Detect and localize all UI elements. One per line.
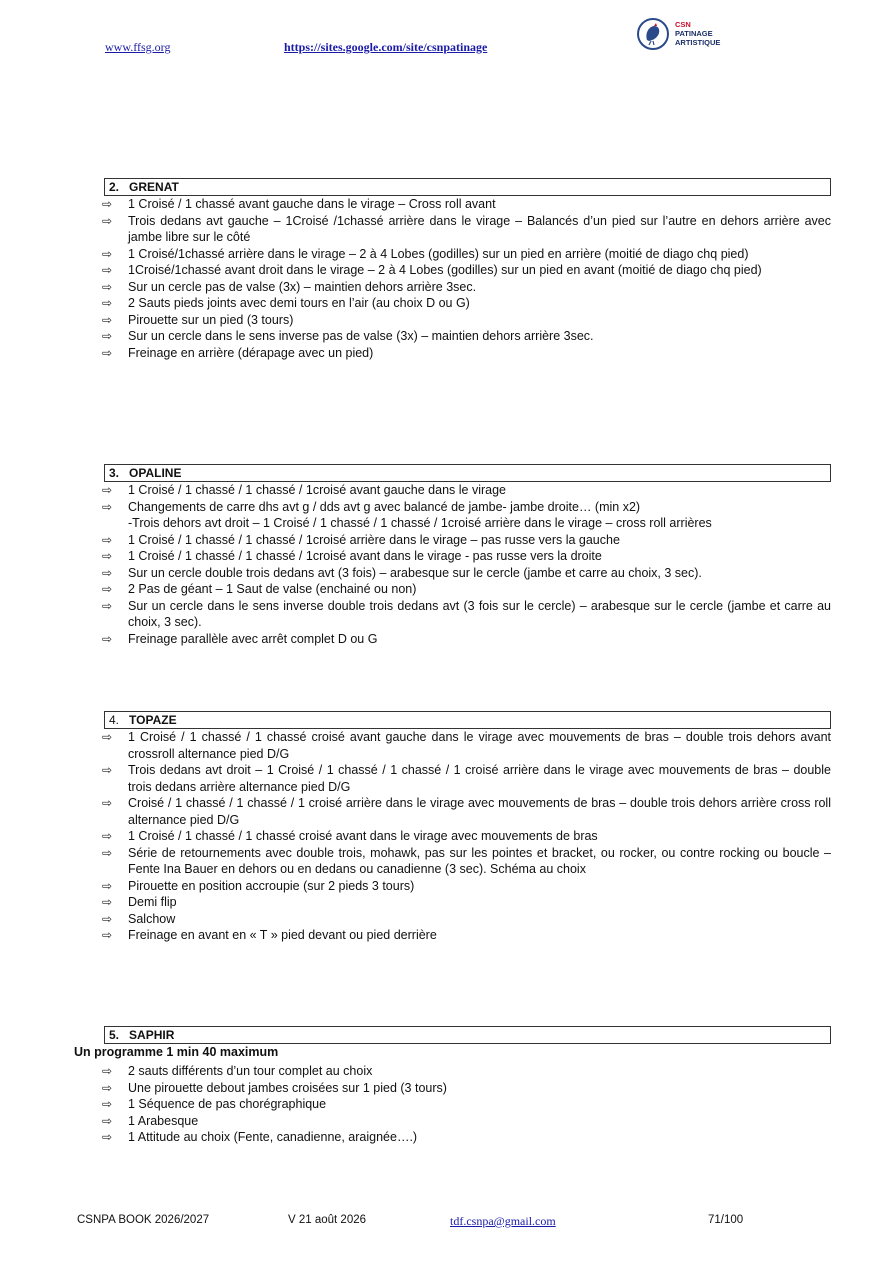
- item-text: 1 Croisé / 1 chassé avant gauche dans le virage – Cross roll avant: [128, 197, 496, 211]
- item-text: 1 Attitude au choix (Fente, canadienne, araignée….): [128, 1130, 418, 1144]
- item-text: -Trois dehors avt droit – 1 Croisé / 1 chassé / 1 chassé / 1croisé arrière dans le virage – cross roll arrières: [128, 516, 712, 530]
- arrow-bullet-icon: ⇨: [102, 1080, 113, 1095]
- item-text: Changements de carre dhs avt g / dds avt g avec balancé de jambe- jambe droite… (min x2): [128, 499, 641, 514]
- item-list: [104, 729, 831, 944]
- arrow-bullet-icon: ⇨: [102, 1097, 113, 1111]
- item-text: 1 Croisé / 1 chassé / 1 chassé croisé avant gauche dans le virage avec mouvements de bras – double trois dehors avant crossroll alternance pied D/G: [128, 730, 831, 761]
- list-item: [104, 878, 831, 895]
- arrow-bullet-icon: ⇨: [102, 796, 113, 810]
- item-text: Une pirouette debout jambes croisées sur 1 pied (3 tours): [128, 1080, 447, 1095]
- item-text: Pirouette sur un pied (3 tours): [128, 312, 294, 327]
- list-item: [104, 845, 831, 878]
- footer-version: V 21 août 2026: [288, 1214, 367, 1226]
- section-topaze: [104, 711, 831, 944]
- program-duration: Un programme 1 min 40 maximum: [74, 1045, 279, 1059]
- arrow-bullet-icon: ⇨: [102, 1113, 113, 1128]
- section-title: 5. SAPHIR: [104, 1026, 831, 1044]
- list-item: [104, 828, 831, 845]
- arrow-bullet-icon: ⇨: [102, 911, 113, 926]
- arrow-bullet-icon: ⇨: [102, 878, 113, 893]
- list-item: [104, 1113, 831, 1130]
- item-text: 1 Croisé / 1 chassé / 1 chassé / 1croisé avant gauche dans le virage: [128, 483, 506, 497]
- arrow-bullet-icon: ⇨: [102, 263, 113, 277]
- list-item: [104, 279, 831, 296]
- logo-line2: PATINAGE: [675, 29, 713, 38]
- list-item: [104, 532, 831, 549]
- item-text: 2 Sauts pieds joints avec demi tours en l’air (au choix D ou G): [128, 296, 470, 310]
- item-text: 1 Croisé / 1 chassé / 1 chassé / 1croisé avant dans le virage - pas russe vers la droite: [128, 549, 602, 563]
- arrow-bullet-icon: ⇨: [102, 197, 113, 211]
- list-item: [104, 631, 831, 648]
- logo-line3: ARTISTIQUE: [675, 38, 721, 47]
- item-text: Freinage parallèle avec arrêt complet D ou G: [128, 631, 378, 646]
- arrow-bullet-icon: ⇨: [102, 312, 113, 327]
- item-text: 2 sauts différents d’un tour complet au choix: [128, 1064, 373, 1078]
- list-item: [104, 196, 831, 213]
- list-item: [104, 795, 831, 828]
- list-item: [104, 1080, 831, 1097]
- arrow-bullet-icon: ⇨: [102, 928, 113, 942]
- item-text: Freinage en arrière (dérapage avec un pied): [128, 345, 374, 360]
- item-text: 1 Croisé / 1 chassé / 1 chassé / 1croisé arrière dans le virage – pas russe vers la gauche: [128, 532, 620, 547]
- arrow-bullet-icon: ⇨: [102, 730, 113, 744]
- csn-logo: [637, 18, 767, 54]
- list-item: [104, 927, 831, 944]
- item-list: [104, 482, 831, 647]
- list-item: [104, 499, 831, 516]
- arrow-bullet-icon: ⇨: [102, 345, 113, 360]
- footer-book: CSNPA BOOK 2026/2027: [77, 1214, 210, 1226]
- list-item: [104, 246, 831, 263]
- arrow-bullet-icon: ⇨: [102, 582, 113, 596]
- arrow-bullet-icon: ⇨: [102, 549, 113, 563]
- list-item: [104, 894, 831, 911]
- arrow-bullet-icon: ⇨: [102, 565, 113, 580]
- arrow-bullet-icon: ⇨: [102, 296, 113, 310]
- section-saphir: [104, 1026, 831, 1044]
- item-text: Sur un cercle dans le sens inverse pas de valse (3x) – maintien dehors arrière 3sec.: [128, 329, 594, 343]
- arrow-bullet-icon: ⇨: [102, 499, 113, 514]
- arrow-bullet-icon: ⇨: [102, 845, 113, 860]
- arrow-bullet-icon: ⇨: [102, 483, 113, 497]
- item-text: Freinage en avant en « T » pied devant ou pied derrière: [128, 928, 437, 942]
- csnpatinage-site-link[interactable]: https://sites.google.com/site/csnpatinage: [284, 40, 488, 54]
- arrow-bullet-icon: ⇨: [102, 895, 113, 909]
- item-text: Sur un cercle double trois dedans avt (3 fois) – arabesque sur le cercle (jambe et carre au choix, 3 sec).: [128, 565, 702, 580]
- item-text: Trois dedans avt droit – 1 Croisé / 1 chassé / 1 chassé / 1 croisé arrière dans le virage avec mouvements de bras – double trois dedans arrière alternance pied D/G: [128, 763, 831, 794]
- list-item: [104, 1129, 831, 1146]
- arrow-bullet-icon: ⇨: [102, 598, 113, 613]
- list-item: [104, 565, 831, 582]
- arrow-bullet-icon: ⇨: [102, 246, 113, 261]
- item-list: [104, 1063, 831, 1146]
- list-item: [104, 295, 831, 312]
- list-item: [104, 312, 831, 329]
- list-item: [104, 729, 831, 762]
- item-text: 2 Pas de géant – 1 Saut de valse (enchainé ou non): [128, 582, 417, 596]
- item-text: Demi flip: [128, 895, 177, 909]
- arrow-bullet-icon: ⇨: [102, 279, 113, 294]
- list-item: [104, 213, 831, 246]
- section-title: 3. OPALINE: [104, 464, 831, 482]
- item-text: Série de retournements avec double trois, mohawk, pas sur les pointes et bracket, ou rocker, ou contre rocking ou boucle – Fente Ina Bauer en dehors ou en dedans ou canadienne (3 sec). Schéma au choix: [128, 845, 831, 876]
- saphir-items: [104, 1063, 831, 1146]
- arrow-bullet-icon: ⇨: [102, 532, 113, 547]
- logo-line1: CSN: [675, 20, 691, 29]
- list-item: [104, 262, 831, 279]
- item-text: Pirouette en position accroupie (sur 2 pieds 3 tours): [128, 878, 415, 893]
- item-text: 1 Séquence de pas chorégraphique: [128, 1097, 327, 1111]
- list-item: [104, 328, 831, 345]
- footer-email-link[interactable]: tdf.csnpa@gmail.com: [450, 1214, 556, 1228]
- rooster-logo-icon: [637, 18, 669, 50]
- arrow-bullet-icon: ⇨: [102, 1064, 113, 1078]
- item-text: 1 Arabesque: [128, 1113, 199, 1128]
- arrow-bullet-icon: ⇨: [102, 329, 113, 343]
- list-item: [104, 1096, 831, 1113]
- list-item: [104, 548, 831, 565]
- arrow-bullet-icon: ⇨: [102, 829, 113, 843]
- item-text: Salchow: [128, 911, 176, 926]
- section-title: 4. TOPAZE: [104, 711, 831, 729]
- footer-page-number: 71/100: [708, 1214, 744, 1226]
- list-item: [104, 762, 831, 795]
- section-grenat: [104, 178, 831, 361]
- arrow-bullet-icon: ⇨: [102, 763, 113, 777]
- arrow-bullet-icon: ⇨: [102, 631, 113, 646]
- ffsg-link[interactable]: www.ffsg.org: [105, 40, 171, 54]
- item-text: Croisé / 1 chassé / 1 chassé / 1 croisé arrière dans le virage avec mouvements de bras – double trois dehors arrière cross roll alternance pied D/G: [128, 796, 831, 827]
- list-item: [104, 581, 831, 598]
- item-text: 1Croisé/1chassé avant droit dans le virage – 2 à 4 Lobes (godilles) sur un pied en avant (moitié de diago chq pied): [128, 263, 762, 277]
- list-item: [104, 598, 831, 631]
- list-item: [104, 1063, 831, 1080]
- section-title: 2. GRENAT: [104, 178, 831, 196]
- list-item: [104, 515, 831, 532]
- item-list: [104, 196, 831, 361]
- item-text: Sur un cercle pas de valse (3x) – maintien dehors arrière 3sec.: [128, 279, 477, 294]
- item-text: 1 Croisé/1chassé arrière dans le virage – 2 à 4 Lobes (godilles) sur un pied en arrière (moitié de diago chq pied): [128, 246, 749, 261]
- list-item: [104, 482, 831, 499]
- item-text: 1 Croisé / 1 chassé / 1 chassé croisé avant dans le virage avec mouvements de bras: [128, 829, 598, 843]
- arrow-bullet-icon: ⇨: [102, 1130, 113, 1144]
- list-item: [104, 345, 831, 362]
- item-text: Trois dedans avt gauche – 1Croisé /1chassé arrière dans le virage – Balancés d’un pied sur l’autre en dehors arrière avec jambe libre sur le côté: [128, 213, 831, 244]
- item-text: Sur un cercle dans le sens inverse double trois dedans avt (3 fois sur le cercle) – arabesque sur le cercle (jambe et carre au choix, 3 sec).: [128, 598, 831, 629]
- list-item: [104, 911, 831, 928]
- section-opaline: [104, 464, 831, 647]
- arrow-bullet-icon: ⇨: [102, 213, 113, 228]
